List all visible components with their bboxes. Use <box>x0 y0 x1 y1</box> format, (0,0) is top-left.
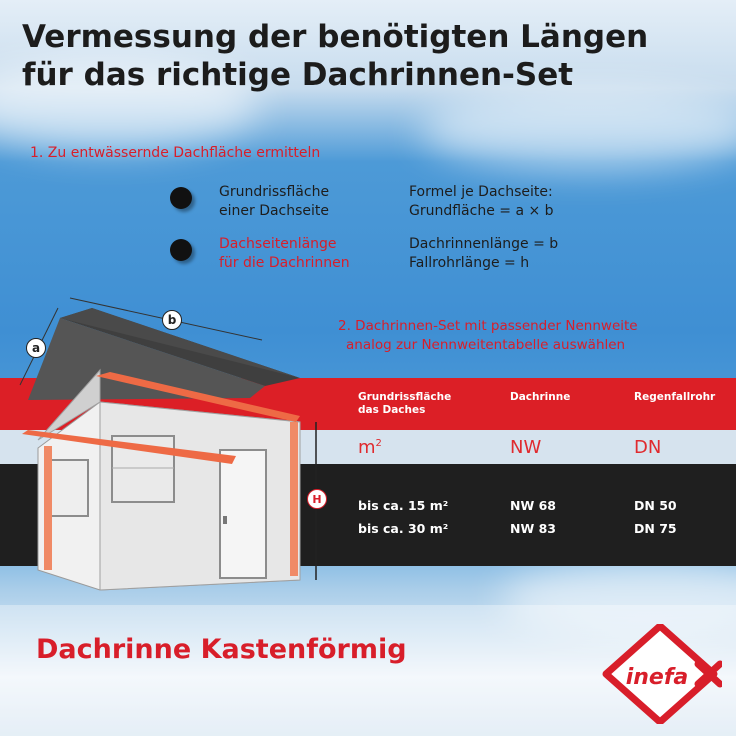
unit-gutter: NW <box>510 437 542 458</box>
inefa-logo <box>602 624 722 724</box>
step1-item1-label: Grundrissfläche einer Dachseite <box>219 184 330 219</box>
step1-item2-formula: Dachrinnenlänge = b Fallrohrlänge = h <box>409 236 559 271</box>
title-line-1: Vermessung der benötigten Längen <box>22 19 649 55</box>
row2-gutter: NW 83 <box>510 521 556 536</box>
product-name: Dachrinne Kastenförmig <box>36 634 407 665</box>
shed-diagram <box>0 290 340 600</box>
unit-area: $m^2$ <box>358 437 382 458</box>
cloud <box>420 90 736 170</box>
row1-pipe: DN 50 <box>634 498 677 513</box>
row2-area: bis ca. 30 m² <box>358 521 449 536</box>
header-area: Grundrissfläche das Daches <box>358 391 452 416</box>
header-pipe: Regenfallrohr <box>634 391 716 403</box>
unit-pipe: DN <box>634 437 662 458</box>
shed-side-window <box>48 460 88 516</box>
row1-area: bis ca. 15 m² <box>358 498 449 513</box>
header-gutter: Dachrinne <box>510 391 571 403</box>
step1-item2-label: Dachseitenlänge für die Dachrinnen <box>219 236 350 271</box>
row1-gutter: NW 68 <box>510 498 556 513</box>
bullet-icon <box>170 187 192 209</box>
step1-heading: 1. Zu entwässernde Dachfläche ermitteln <box>30 145 321 161</box>
dimension-label-h: H <box>307 489 327 509</box>
dimension-label-b: b <box>162 310 182 330</box>
row2-pipe: DN 75 <box>634 521 677 536</box>
downpipe-left <box>44 446 52 570</box>
dimension-label-a: a <box>26 338 46 358</box>
downpipe-right <box>290 422 298 576</box>
logo-text: inefa <box>625 665 689 690</box>
page-title <box>22 18 712 94</box>
step1-item1-formula: Formel je Dachseite: Grundfläche = a × b <box>409 184 554 219</box>
title-line-2: für das richtige Dachrinnen-Set <box>22 57 574 93</box>
bullet-icon <box>170 239 192 261</box>
shed-door <box>220 450 266 578</box>
step2-heading: 2. Dachrinnen-Set mit passender Nennweite analog zur Nennweitentabelle auswählen <box>338 318 638 353</box>
